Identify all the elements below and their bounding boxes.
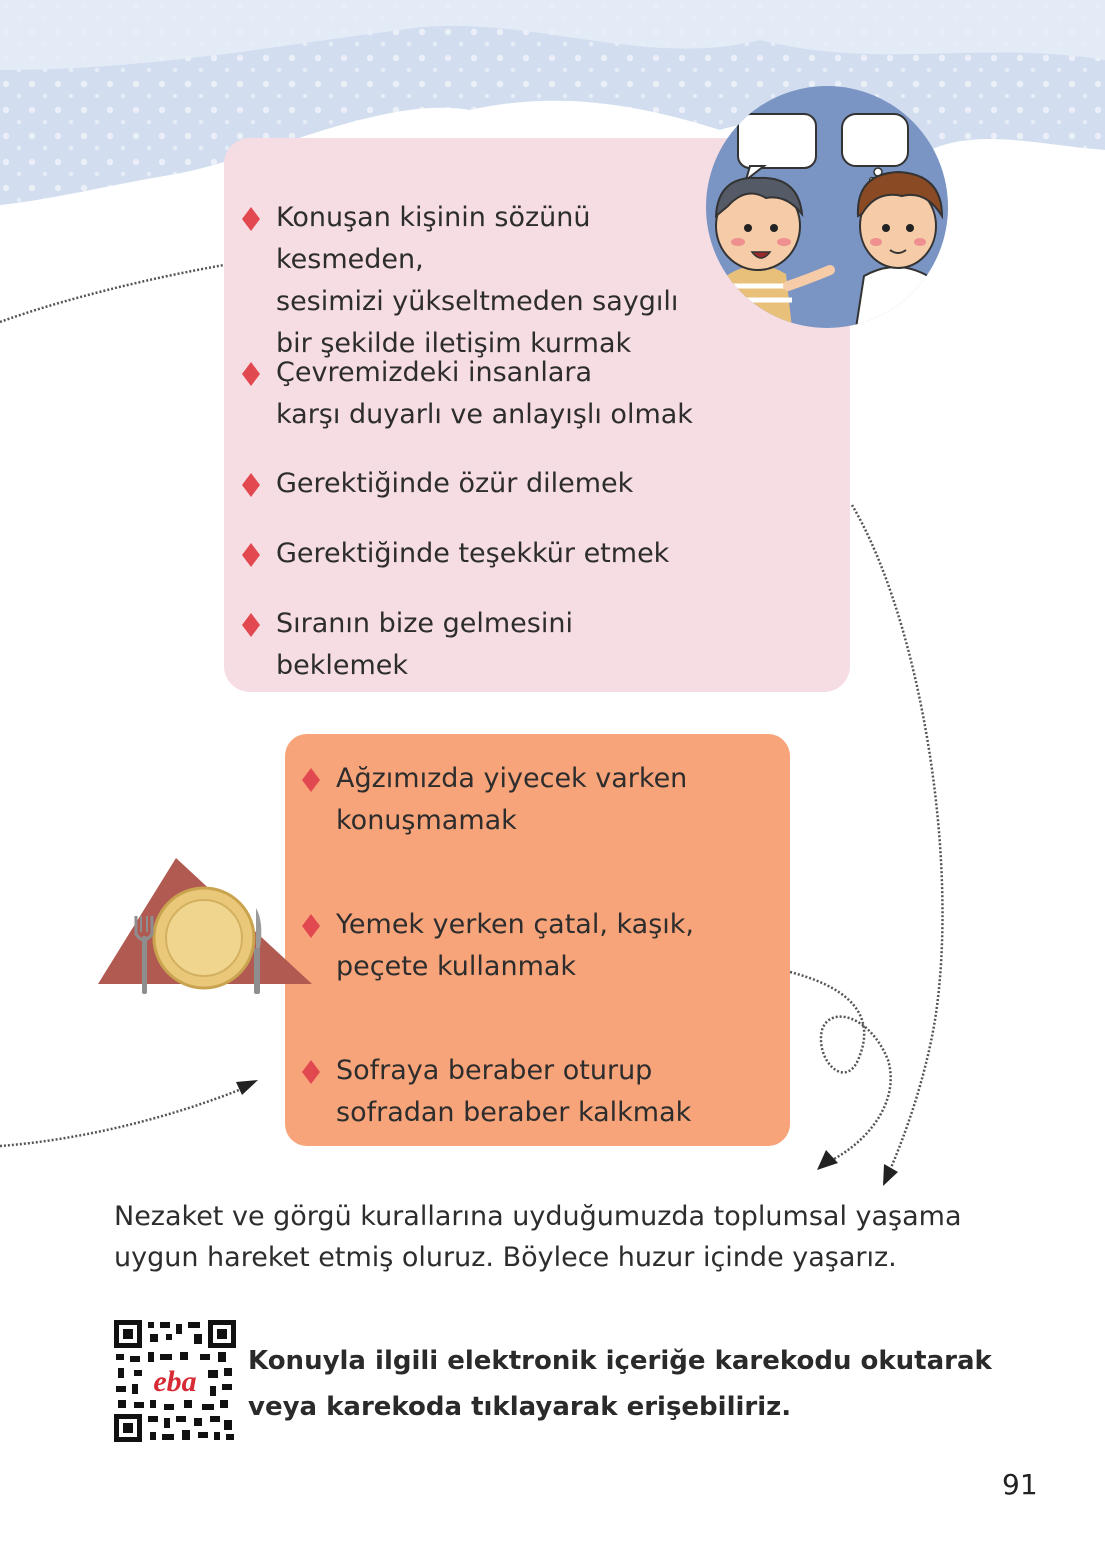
list-item xyxy=(302,1050,691,1134)
list-item xyxy=(242,352,693,436)
diamond-bullet-icon xyxy=(242,543,260,567)
eba-logo: eba xyxy=(153,1365,197,1398)
qr-caption: Konuyla ilgili elektronik içeriğe karekodu okutarak veya karekoda tıklayarak erişebiliriz. xyxy=(248,1346,992,1422)
diamond-bullet-icon xyxy=(242,207,260,231)
thought-bubble-icon xyxy=(842,114,908,166)
manner-text: Ağzımızda yiyecek varken konuşmamak xyxy=(336,763,688,836)
qr-code-icon[interactable] xyxy=(114,1320,236,1442)
rule-text: Konuşan kişinin sözünü kesmeden, sesimizi yükseltmeden saygılı bir şekilde iletişim kurmak xyxy=(276,202,679,359)
talking-children-illustration xyxy=(706,86,948,328)
diamond-bullet-icon xyxy=(242,473,260,497)
rule-text: Gerektiğinde teşekkür etmek xyxy=(276,538,670,569)
list-item xyxy=(242,533,669,575)
list-item xyxy=(242,463,633,505)
manner-text: Yemek yerken çatal, kaşık, peçete kullanmak xyxy=(336,909,695,982)
diamond-bullet-icon xyxy=(242,362,260,386)
manner-text: Sofraya beraber oturup sofradan beraber kalkmak xyxy=(336,1055,692,1128)
plate-with-cutlery-illustration xyxy=(98,856,312,1000)
dashed-arrow-left-bottom xyxy=(0,1088,244,1146)
arrowhead-right xyxy=(883,1164,898,1186)
arrowhead-left-bottom xyxy=(236,1080,258,1095)
dashed-arrow-left-top xyxy=(0,265,224,322)
diamond-bullet-icon xyxy=(302,768,320,792)
dashed-arrow-right xyxy=(852,505,942,1170)
list-item xyxy=(302,758,687,842)
diamond-bullet-icon xyxy=(302,1060,320,1084)
rule-text: Sıranın bize gelmesini beklemek xyxy=(276,608,573,681)
rule-text: Gerektiğinde özür dilemek xyxy=(276,468,634,499)
rule-text: Çevremizdeki insanlara karşı duyarlı ve anlayışlı olmak xyxy=(276,357,693,430)
dashed-loop-arrow xyxy=(790,972,891,1160)
summary-paragraph: Nezaket ve görgü kurallarına uyduğumuzda toplumsal yaşama uygun hareket etmiş oluruz. Böylece huzur içinde yaşarız. xyxy=(114,1201,962,1273)
diamond-bullet-icon xyxy=(242,613,260,637)
table-manners-list xyxy=(302,758,762,1138)
page-number: 91 xyxy=(1002,1468,1038,1501)
list-item xyxy=(242,197,702,365)
arrowhead-loop xyxy=(817,1150,838,1170)
list-item xyxy=(302,904,694,988)
list-item xyxy=(242,603,702,687)
courtesy-rules-list xyxy=(242,197,702,681)
speech-bubble-icon xyxy=(738,114,816,168)
